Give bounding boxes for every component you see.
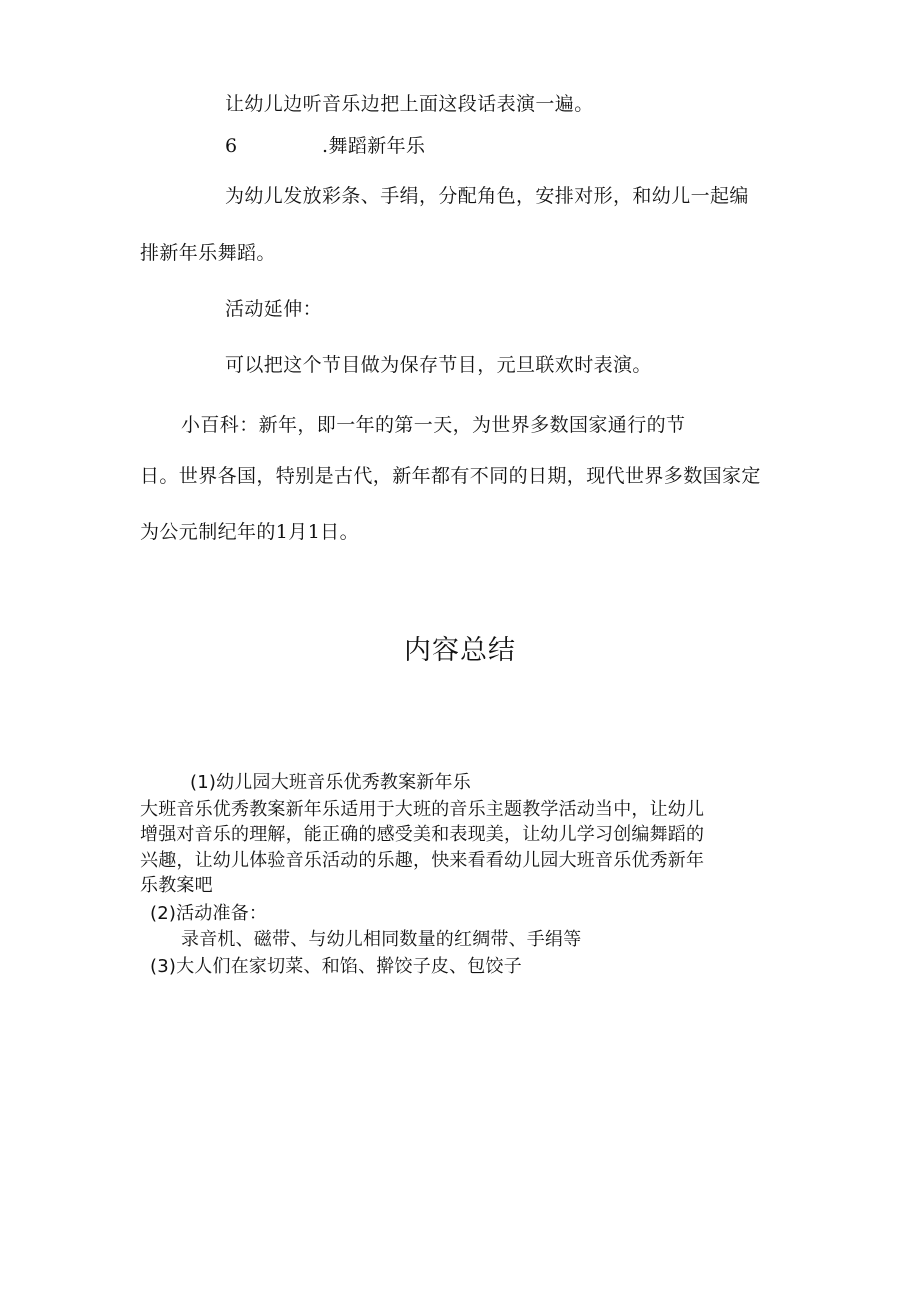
paragraph-line: 排新年乐舞蹈。 <box>140 242 276 264</box>
summary-item-line: 大班音乐优秀教案新年乐适用于大班的音乐主题教学活动当中，让幼儿 <box>140 799 705 820</box>
summary-item-title: (1)幼儿园大班音乐优秀教案新年乐 <box>190 772 471 793</box>
summary-item-line: 录音机、磁带、与幼儿相同数量的红绸带、手绢等 <box>181 929 582 950</box>
encyclopedia-line: 为公元制纪年的1月1日。 <box>140 521 359 543</box>
summary-heading: 内容总结 <box>404 635 516 666</box>
encyclopedia-line: 小百科：新年，即一年的第一天，为世界多数国家通行的节 <box>181 414 686 436</box>
summary-item-line: 兴趣，让幼儿体验音乐活动的乐趣，快来看看幼儿园大班音乐优秀新年 <box>140 850 705 871</box>
paragraph-line: 可以把这个节目做为保存节目，元旦联欢时表演。 <box>225 354 652 376</box>
encyclopedia-line: 日。世界各国，特别是古代，新年都有不同的日期，现代世界多数国家定 <box>140 465 761 487</box>
section-number: 6 <box>225 135 238 157</box>
paragraph-line: 让幼儿边听音乐边把上面这段话表演一遍。 <box>225 93 594 115</box>
summary-item-line: 增强对音乐的理解，能正确的感受美和表现美，让幼儿学习创编舞蹈的 <box>140 824 705 845</box>
subheading: 活动延伸： <box>225 298 323 320</box>
summary-item-title: (3)大人们在家切菜、和馅、擀饺子皮、包饺子 <box>150 956 522 977</box>
summary-item-line: 乐教案吧 <box>140 875 213 896</box>
section-title: .舞蹈新年乐 <box>322 135 426 157</box>
paragraph-line: 为幼儿发放彩条、手绢，分配角色，安排对形，和幼儿一起编 <box>225 185 749 207</box>
summary-item-title: (2)活动准备： <box>150 903 268 924</box>
